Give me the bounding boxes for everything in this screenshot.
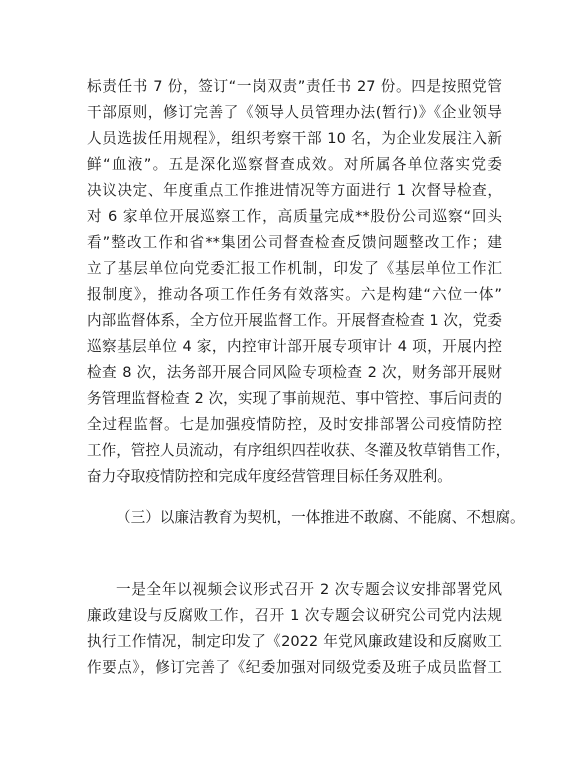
text-line: 工作，管控人员流动，有序组织四茬收获、冬灌及牧草销售工作， [87,442,511,459]
text-line: 全过程监督。七是加强疫情防控，及时安排部署公司疫情防控 [87,416,502,433]
text-line: 执行工作情况，制定印发了《2022 年党风廉政建设和反腐败工 [87,633,502,650]
text-line: 奋力夺取疫情防控和完成年度经营管理目标任务双胜利。 [87,468,452,485]
text-line: 看”整改工作和省**集团公司督查检查反馈问题整改工作；建 [87,234,502,251]
text-line: 检查 8 次，法务部开展合同风险专项检查 2 次，财务部开展财 [87,364,502,381]
text-line: 标责任书 7 份，签订“一岗双责”责任书 27 份。四是按照党管 [87,78,502,95]
text-line: 务管理监督检查 2 次，实现了事前规范、事中管控、事后问责的 [87,390,502,407]
text-line: 立了基层单位向党委汇报工作机制，印发了《基层单位工作汇 [87,260,502,277]
text-line: 报制度》，推动各项工作任务有效落实。六是构建“六位一体” [87,286,502,303]
text-line: 廉政建设与反腐败工作，召开 1 次专题会议研究公司党内法规 [87,607,502,624]
text-line: 干部原则，修订完善了《领导人员管理办法(暂行)》《企业领导 [87,104,502,121]
text-line: 鲜“血液”。五是深化巡察督查成效。对所属各单位落实党委 [87,156,502,173]
text-line: 人员选拔任用规程》，组织考察干部 10 名，为企业发展注入新 [87,130,502,147]
text-line: 内部监督体系，全方位开展监督工作。开展督查检查 1 次，党委 [87,312,502,329]
text-line: 巡察基层单位 4 家，内控审计部开展专项审计 4 项，开展内控 [87,338,502,355]
text-line: 对 6 家单位开展巡察工作，高质量完成**股份公司巡察“回头 [87,208,502,225]
section-heading: （三）以廉洁教育为契机，一体推进不敢腐、不能腐、不想腐。 [116,509,525,526]
text-line: 一是全年以视频会议形式召开 2 次专题会议安排部署党风 [116,581,502,598]
text-line: 决议决定、年度重点工作推进情况等方面进行 1 次督导检查， [87,182,502,199]
text-line: 作要点》，修订完善了《纪委加强对同级党委及班子成员监督工 [87,659,502,676]
